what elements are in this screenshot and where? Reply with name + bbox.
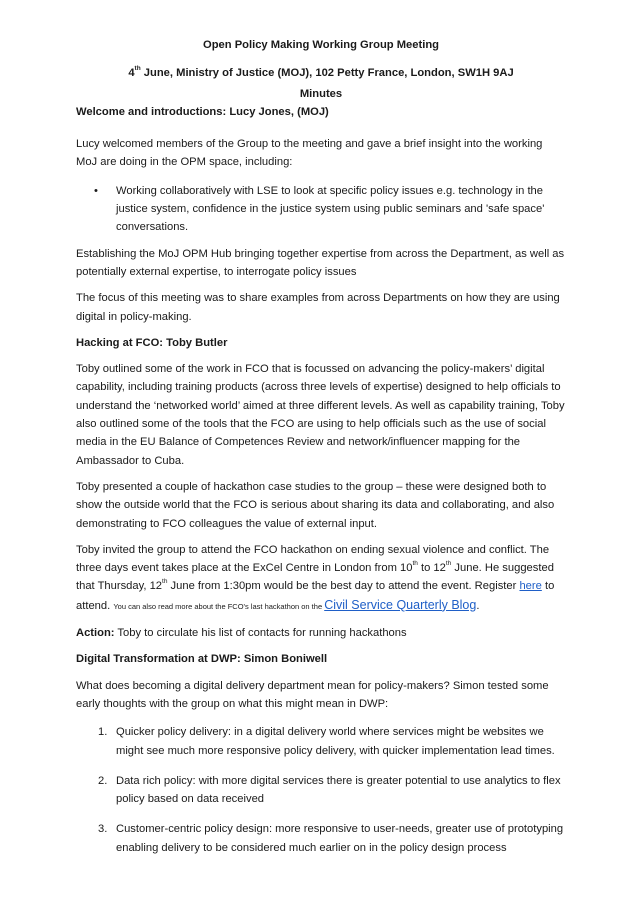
- fco-paragraph-1: Toby outlined some of the work in FCO that is focussed on advancing the policy-makers’ digital capability, including training products (across three levels of expertise) designed to help officials to understand the ‘networked world’ aimed at three different levels. As well as capability training, Toby also outlined some of the tools that the FCO are using to help officials such as the use of social media in the EU Balance of Competences Review and network/influencer mapping for the Ambassador to Cuba.: [76, 363, 565, 467]
- list-number: 1.: [98, 726, 108, 739]
- welcome-focus-paragraph: The focus of this meeting was to share examples from across Departments on how they are using digital in policy-making.: [76, 292, 560, 323]
- fco-paragraph-2: Toby presented a couple of hackathon case studies to the group – these were designed both to show the outside world that the FCO is serious about sharing its data and collaborating, and also demonstrating to FCO colleagues the value of external input.: [76, 480, 555, 530]
- bullet-text: Working collaboratively with LSE to look at specific policy issues e.g. technology in the justice system, confidence in the justice system using public seminars and 'safe space' conversations.: [116, 184, 545, 234]
- date-superscript: th: [134, 65, 141, 73]
- superscript: th: [445, 560, 452, 568]
- document-page: [76, 36, 566, 869]
- fco-p3-text-b: to 12: [417, 562, 446, 575]
- fco-p3-text-c: June. He suggested that Thursday, 12: [76, 562, 554, 593]
- list-item: [76, 723, 566, 760]
- dwp-intro: What does becoming a digital delivery department mean for policy-makers? Simon tested some early thoughts with the group on what this might mean in DWP:: [76, 679, 549, 710]
- list-item: [76, 772, 566, 809]
- fco-p3-text-d: June from 1:30pm would be the best day to attend the event. Register: [167, 580, 520, 593]
- welcome-bullet-list: [76, 182, 566, 237]
- dwp-numbered-list: [76, 723, 566, 857]
- date-day: 4: [128, 67, 135, 80]
- document-title: Open Policy Making Working Group Meeting: [203, 39, 439, 51]
- minutes-label: Minutes: [299, 87, 343, 100]
- welcome-intro: Lucy welcomed members of the Group to the meeting and gave a brief insight into the working MoJ are doing in the OPM space, including:: [76, 138, 543, 169]
- fco-p3-text-e: to attend.: [76, 580, 555, 612]
- list-item: [76, 820, 566, 857]
- superscript: th: [412, 560, 418, 568]
- list-number: 3.: [98, 823, 108, 836]
- bullet-icon: •: [94, 184, 98, 197]
- list-item-text: Quicker policy delivery: in a digital delivery world where services might be websites we might see much more responsive policy delivery, with quicker implementation lead times.: [116, 726, 555, 757]
- date-location-text: June, Ministry of Justice (MOJ), 102 Petty France, London, SW1H 9AJ: [140, 67, 514, 80]
- fco-p3-text-a: Toby invited the group to attend the FCO hackathon on ending sexual violence and conflict. The three days event takes place at the ExCel Centre in London from 10: [76, 543, 550, 575]
- meeting-date-location: [76, 64, 566, 82]
- register-here-link[interactable]: here: [519, 580, 542, 593]
- list-item-text: Data rich policy: with more digital services there is greater potential to use analytics to flex policy based on data received: [116, 774, 561, 806]
- fco-heading: Hacking at FCO: Toby Butler: [76, 336, 228, 349]
- welcome-hub-paragraph: Establishing the MoJ OPM Hub bringing together expertise from across the Department, as well as potentially external expertise, to interrogate policy issues: [76, 247, 565, 278]
- fco-p3-small-note: You can also read more about the FCO's last hackathon on the: [113, 601, 325, 611]
- fco-action: [76, 624, 566, 642]
- list-item-text: Customer-centric policy design: more responsive to user-needs, greater use of prototyping enabling delivery to be considered much earlier on in the policy design process: [116, 823, 564, 854]
- list-number: 2.: [98, 774, 108, 787]
- fco-paragraph-3: [76, 541, 566, 616]
- civil-service-quarterly-blog-link[interactable]: Civil Service Quarterly Blog: [324, 597, 477, 612]
- list-item: [76, 182, 566, 237]
- superscript: th: [162, 578, 168, 586]
- action-text: Toby to circulate his list of contacts for running hackathons: [114, 627, 407, 640]
- fco-p3-text-f: .: [476, 599, 480, 612]
- action-label: Action:: [76, 627, 115, 640]
- dwp-heading: Digital Transformation at DWP: Simon Boniwell: [76, 653, 328, 666]
- welcome-heading: Welcome and introductions: Lucy Jones, (MOJ): [76, 105, 329, 118]
